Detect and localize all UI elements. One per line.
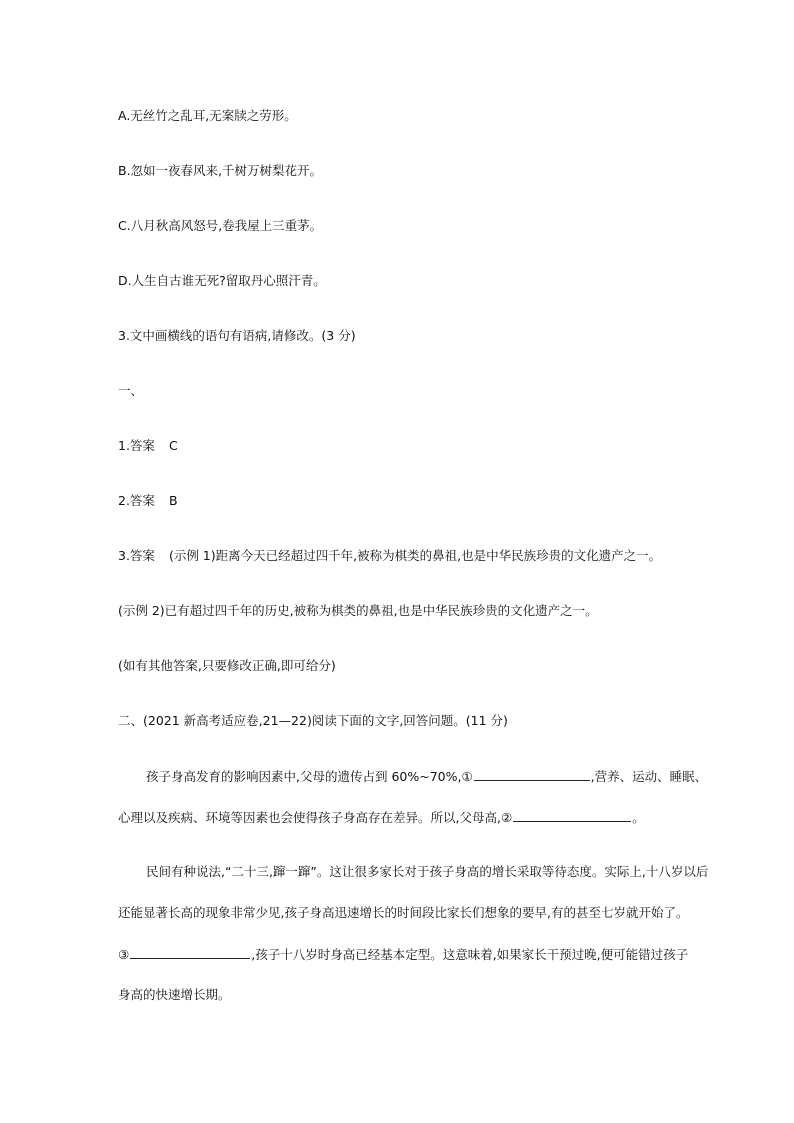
answer-3-example-1: (示例 1)距离今天已经超过四千年,被称为棋类的鼻祖,也是中华民族珍贵的文化遗产之一。 [168, 548, 662, 563]
answer-1-label: 1.答案 [118, 438, 155, 453]
blank-1[interactable] [474, 767, 590, 781]
answer-3-note: (如有其他答案,只要修改正确,即可给分) [118, 658, 336, 673]
answer-3-example-2: (示例 2)已有超过四千年的历史,被称为棋类的鼻祖,也是中华民族珍贵的文化遗产之一。 [118, 603, 598, 618]
question-3: 3.文中画横线的语句有语病,请修改。(3 分) [118, 328, 356, 343]
answer-2-value: B [168, 493, 178, 508]
section-two-heading: 二、(2021 新高考适应卷,21—22)阅读下面的文字,回答问题。(11 分) [118, 713, 508, 728]
passage-p1-line1 [146, 767, 707, 786]
option-a: A.无丝竹之乱耳,无案牍之劳形。 [118, 108, 297, 123]
p1-line1-text-b: ,营养、运动、睡眠、 [590, 769, 708, 784]
section-one-heading: 一、 [118, 383, 144, 398]
passage-p2-line1: 民间有种说法,“二十三,蹿一蹿”。这让很多家长对于孩子身高的增长采取等待态度。实际上,十八岁以后 [146, 864, 709, 879]
answer-2 [118, 492, 178, 510]
blank-3[interactable] [130, 945, 250, 959]
blank-2[interactable] [513, 808, 631, 822]
passage-p2-line2: 还能显著长高的现象非常少见,孩子身高迅速增长的时间段比家长们想象的要早,有的甚至七岁就开始了。 [118, 905, 689, 920]
answer-1 [118, 437, 178, 455]
answer-2-label: 2.答案 [118, 493, 155, 508]
p1-line2-text-a: 心理以及疾病、环境等因素也会使得孩子身高存在差异。所以,父母高,② [118, 810, 513, 825]
p2-line3-text-b: ,孩子十八岁时身高已经基本定型。这意味着,如果家长干预过晚,便可能错过孩子 [251, 947, 689, 962]
p1-line1-text-a: 孩子身高发育的影响因素中,父母的遗传占到 60%~70%,① [146, 769, 473, 784]
p1-line2-text-b: 。 [632, 810, 645, 825]
passage-p2-line4: 身高的快速增长期。 [118, 987, 231, 1002]
passage-p2-line3 [118, 945, 688, 964]
p2-line3-text-a: ③ [118, 947, 130, 962]
answer-3-label: 3.答案 [118, 548, 155, 563]
option-b: B.忽如一夜春风来,千树万树梨花开。 [118, 163, 323, 178]
answer-1-value: C [168, 438, 178, 453]
option-d: D.人生自古谁无死?留取丹心照汗青。 [118, 273, 326, 288]
passage-p1-line2 [118, 808, 645, 827]
option-c: C.八月秋高风怒号,卷我屋上三重茅。 [118, 218, 323, 233]
answer-3 [118, 547, 661, 565]
